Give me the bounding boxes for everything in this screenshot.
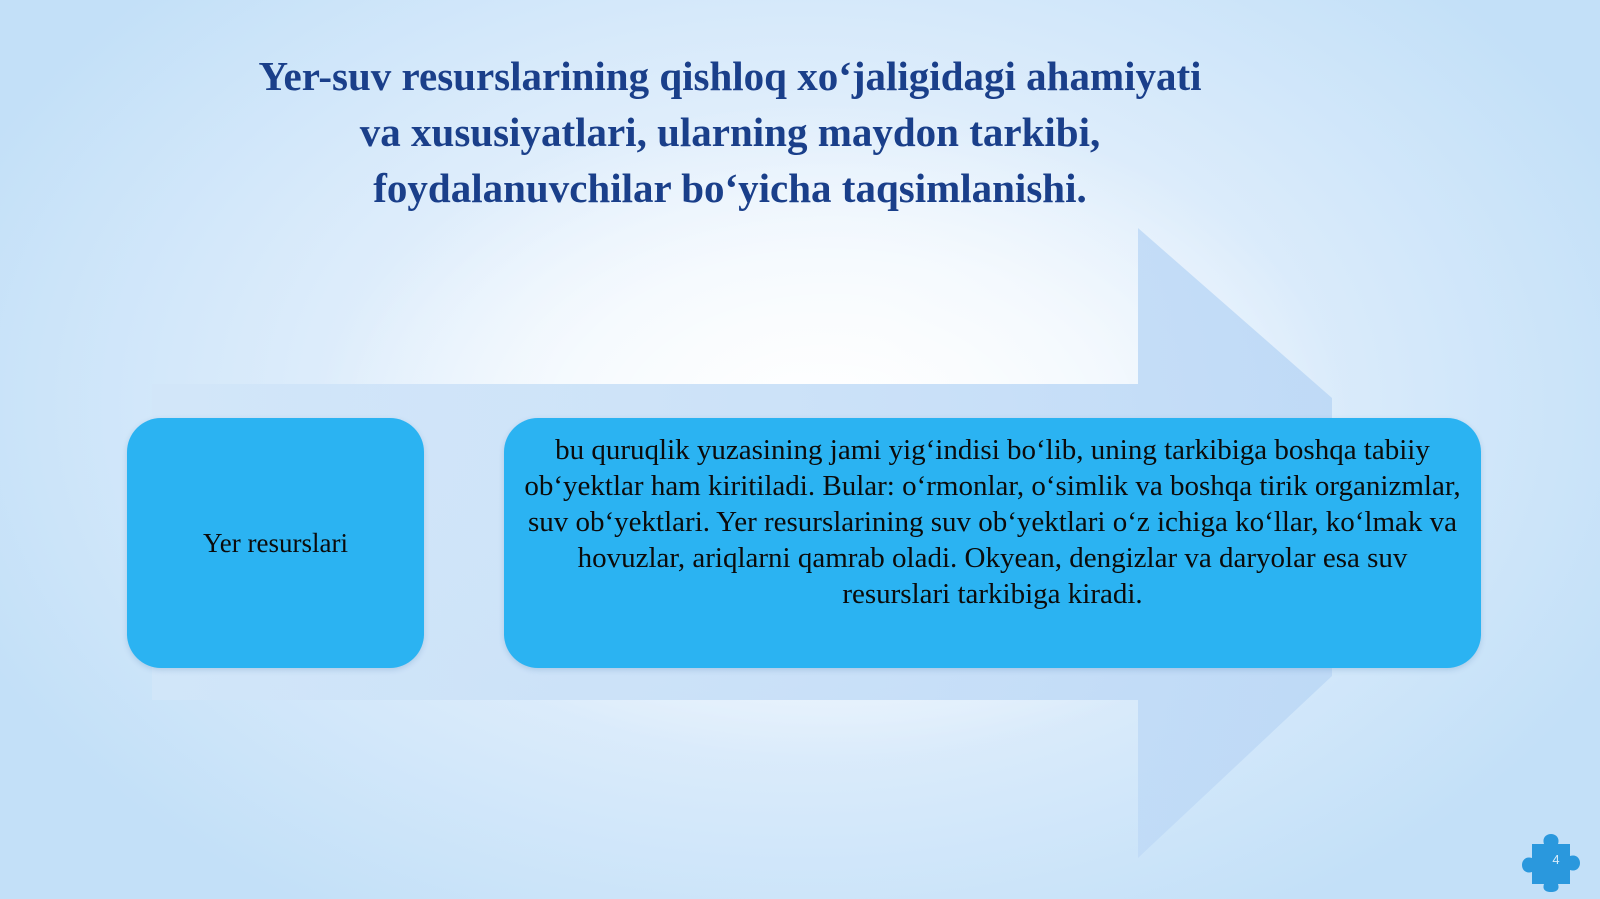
term-label: Yer resurslari (203, 527, 348, 558)
term-box (127, 418, 424, 668)
definition-box (504, 418, 1481, 668)
title-line-3: foydalanuvchilar bo‘yicha taqsimlanishi. (373, 165, 1087, 211)
page-number: 4 (1552, 852, 1560, 867)
slide-title (150, 48, 1310, 216)
title-line-1: Yer-suv resurslarining qishloq xo‘jaligidagi ahamiyati (258, 53, 1202, 99)
title-line-2: va xususiyatlari, ularning maydon tarkibi, (359, 109, 1101, 155)
definition-text: bu quruqlik yuzasining jami yig‘indisi bo‘lib, uning tarkibiga boshqa tabiiy ob‘yektlar ham kiritiladi. Bular: o‘rmonlar, o‘simlik va boshqa tirik organizmlar, suv ob‘yektlari. Yer resurslarining suv ob‘yektlari o‘z ichiga ko‘llar, ko‘lmak va hovuzlar, ariqlarni qamrab oladi. Okyean, dengizlar va daryolar esa suv resurslari tarkibiga kiradi. (524, 434, 1461, 610)
